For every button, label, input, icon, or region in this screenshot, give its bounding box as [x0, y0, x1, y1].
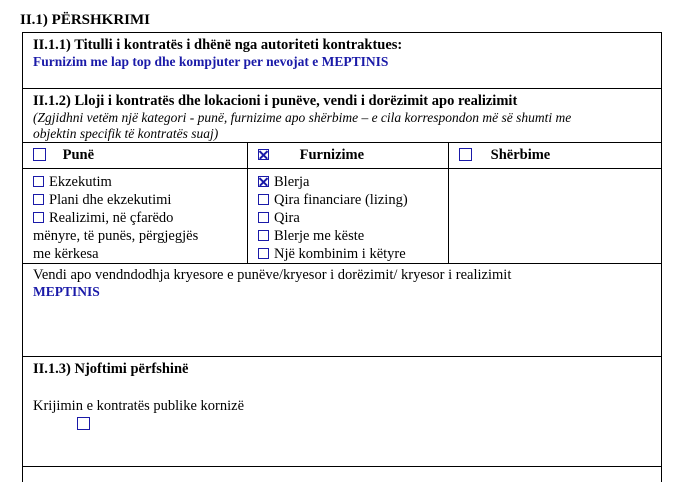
notice-heading: II.1.3) Njoftimi përfshinë [33, 361, 189, 377]
option-label: Qira financiare (lizing) [274, 192, 408, 208]
framework-option-label: Krijimin e kontratës publike kornizë [33, 398, 245, 414]
option-label-continued: me kërkesa [33, 246, 99, 262]
checkbox-icon[interactable] [258, 194, 269, 205]
option-plani[interactable] [33, 191, 198, 209]
category-label: Furnizime [299, 147, 365, 163]
instruction-line: objektin specifik të kontratës suaj) [33, 126, 219, 141]
option-label: Blerje me këste [274, 228, 365, 244]
checkbox-icon[interactable] [33, 176, 44, 187]
checkbox-icon[interactable] [459, 148, 472, 161]
divider [22, 168, 662, 169]
option-lizing[interactable] [258, 191, 408, 209]
option-label-continued: mënyre, të punës, përgjegjës [33, 228, 199, 244]
section-title: II.1) PËRSHKRIMI [20, 12, 151, 28]
divider [22, 88, 662, 89]
location-label: Vendi apo vendndodhja kryesore e punëve/kryesor i dorëzimit/ kryesor i realizimit [33, 267, 512, 283]
option-label: Plani dhe ekzekutimi [49, 192, 172, 208]
option-blerja[interactable] [258, 173, 408, 191]
divider [22, 263, 662, 264]
checkbox-icon[interactable] [258, 248, 269, 259]
checkbox-icon[interactable] [33, 148, 46, 161]
category-furnizime[interactable] [258, 146, 364, 164]
furnizime-options [258, 173, 408, 263]
framework-option[interactable] [77, 415, 95, 433]
option-label: Një kombinim i këtyre [274, 246, 406, 262]
location-value[interactable]: MEPTINIS [33, 284, 100, 299]
option-label: Qira [274, 210, 300, 226]
divider [22, 466, 662, 467]
option-blerje-me-keste[interactable] [258, 227, 408, 245]
category-label: Shërbime [490, 147, 551, 163]
checkbox-icon[interactable] [33, 194, 44, 205]
option-label: Realizimi, në çfarëdo [49, 210, 174, 226]
checked-checkbox-icon[interactable] [258, 149, 269, 160]
contract-title-value: Furnizim me lap top dhe kompjuter per nevojat e MEPTINIS [33, 54, 389, 69]
divider [22, 142, 662, 143]
option-realizimi[interactable] [33, 209, 198, 227]
instruction-line: (Zgjidhni vetëm një kategori - punë, furnizime apo shërbime – e cila korrespondon më së shumti me [33, 110, 572, 125]
pune-options [33, 173, 198, 263]
title-heading: II.1.1) Titulli i kontratës i dhënë nga autoriteti kontraktues: [33, 37, 403, 53]
option-kombinim[interactable] [258, 245, 408, 263]
contract-type-heading: II.1.2) Lloji i kontratës dhe lokacioni i punëve, vendi i dorëzimit apo realizimit [33, 93, 518, 109]
column-divider [448, 142, 449, 263]
checkbox-icon[interactable] [258, 230, 269, 241]
option-label: Ekzekutim [49, 174, 112, 190]
option-label: Blerja [274, 174, 310, 190]
checkbox-icon[interactable] [77, 417, 90, 430]
column-divider [247, 142, 248, 263]
category-sherbime[interactable] [459, 146, 550, 164]
checkbox-icon[interactable] [258, 212, 269, 223]
option-qira[interactable] [258, 209, 408, 227]
category-label: Punë [62, 147, 95, 163]
divider [22, 356, 662, 357]
checked-checkbox-icon[interactable] [258, 176, 269, 187]
category-pune[interactable] [33, 146, 94, 164]
option-ekzekutim[interactable] [33, 173, 198, 191]
checkbox-icon[interactable] [33, 212, 44, 223]
